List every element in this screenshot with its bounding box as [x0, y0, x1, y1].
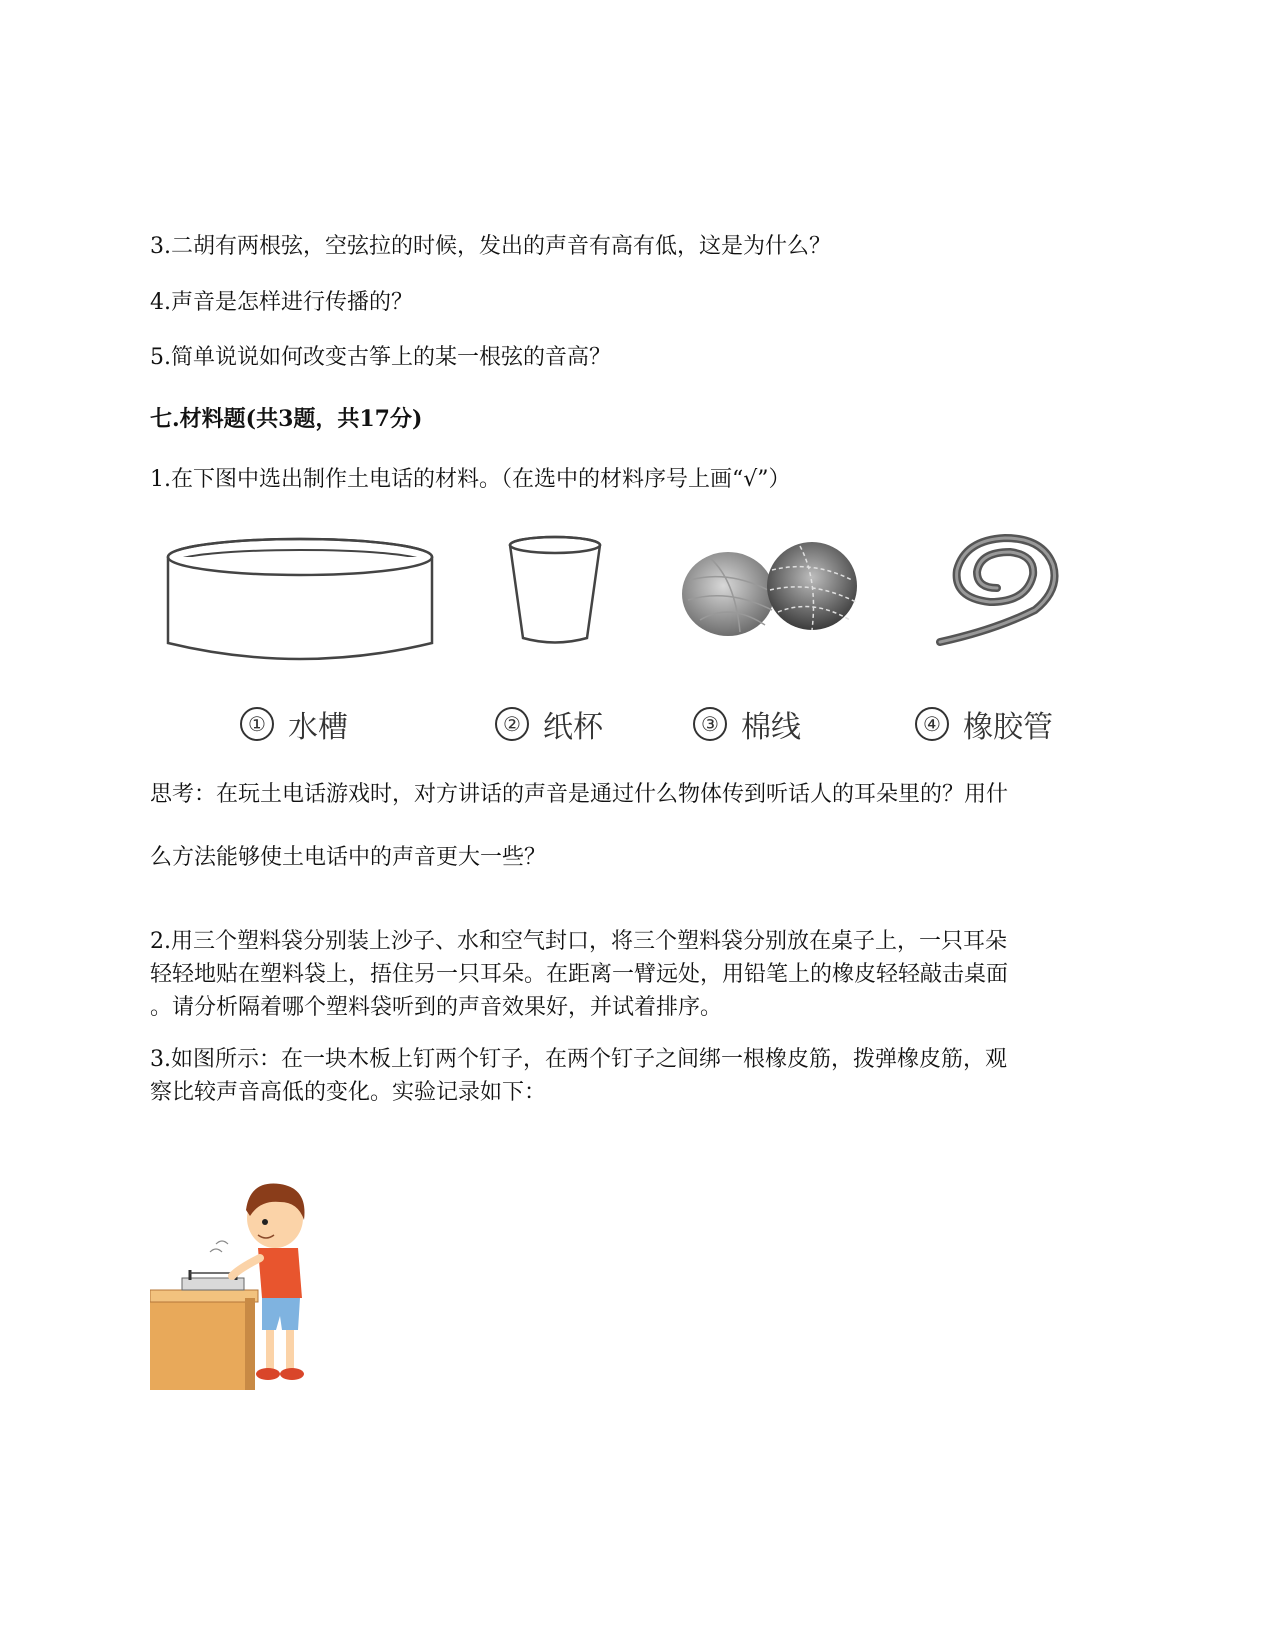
material-label-2 [495, 702, 603, 746]
material-label-1 [240, 702, 348, 746]
question-3-line-2: 察比较声音高低的变化。实验记录如下： [150, 1080, 547, 1105]
material-name-4: 橡胶管 [963, 710, 1053, 745]
material-label-3 [693, 702, 801, 746]
material-number-3: ③ [693, 707, 727, 741]
material-question-2 [150, 925, 1130, 1024]
question-2-line-2: 轻轻地贴在塑料袋上，捂住另一只耳朵。在距离一臂远处，用铅笔上的橡皮轻轻敲击桌面 [150, 962, 1009, 987]
material-name-3: 棉线 [741, 710, 801, 745]
paper-cup-icon [505, 535, 605, 650]
materials-figure [165, 535, 1125, 760]
question-4: 4.声音是怎样进行传播的？ [150, 290, 413, 315]
question-2-line-3: 。请分析隔着哪个塑料袋听到的声音效果好，并试着排序。 [150, 995, 723, 1020]
water-tank-icon [165, 535, 435, 670]
material-question-1: 1.在下图中选出制作土电话的材料。（在选中的材料序号上画“√”） [150, 467, 791, 492]
cotton-thread-icon [680, 540, 860, 640]
question-3: 3.二胡有两根弦，空弦拉的时候，发出的声音有高有低，这是为什么？ [150, 234, 831, 259]
section-heading: 七.材料题(共3题，共17分) [150, 406, 423, 432]
rubber-tube-icon [935, 530, 1065, 650]
boy-plucking-rubber-band-icon [150, 1180, 310, 1390]
question-3-line-1: 3.如图所示：在一块木板上钉两个钉子，在两个钉子之间绑一根橡皮筋，拨弹橡皮筋，观 [150, 1047, 1007, 1072]
material-question-3 [150, 1043, 1130, 1109]
question-2-line-1: 2.用三个塑料袋分别装上沙子、水和空气封口，将三个塑料袋分别放在桌子上，一只耳朵 [150, 929, 1007, 954]
material-name-2: 纸杯 [543, 710, 603, 745]
material-number-2: ② [495, 707, 529, 741]
think-line-2: 么方法能够使土电话中的声音更大一些？ [150, 845, 547, 870]
material-number-4: ④ [915, 707, 949, 741]
question-5: 5.简单说说如何改变古筝上的某一根弦的音高？ [150, 345, 611, 370]
material-name-1: 水槽 [288, 710, 348, 745]
think-line-1: 思考：在玩土电话游戏时，对方讲话的声音是通过什么物体传到听话人的耳朵里的？用什 [150, 782, 1009, 807]
material-number-1: ① [240, 707, 274, 741]
material-label-4 [915, 702, 1053, 746]
